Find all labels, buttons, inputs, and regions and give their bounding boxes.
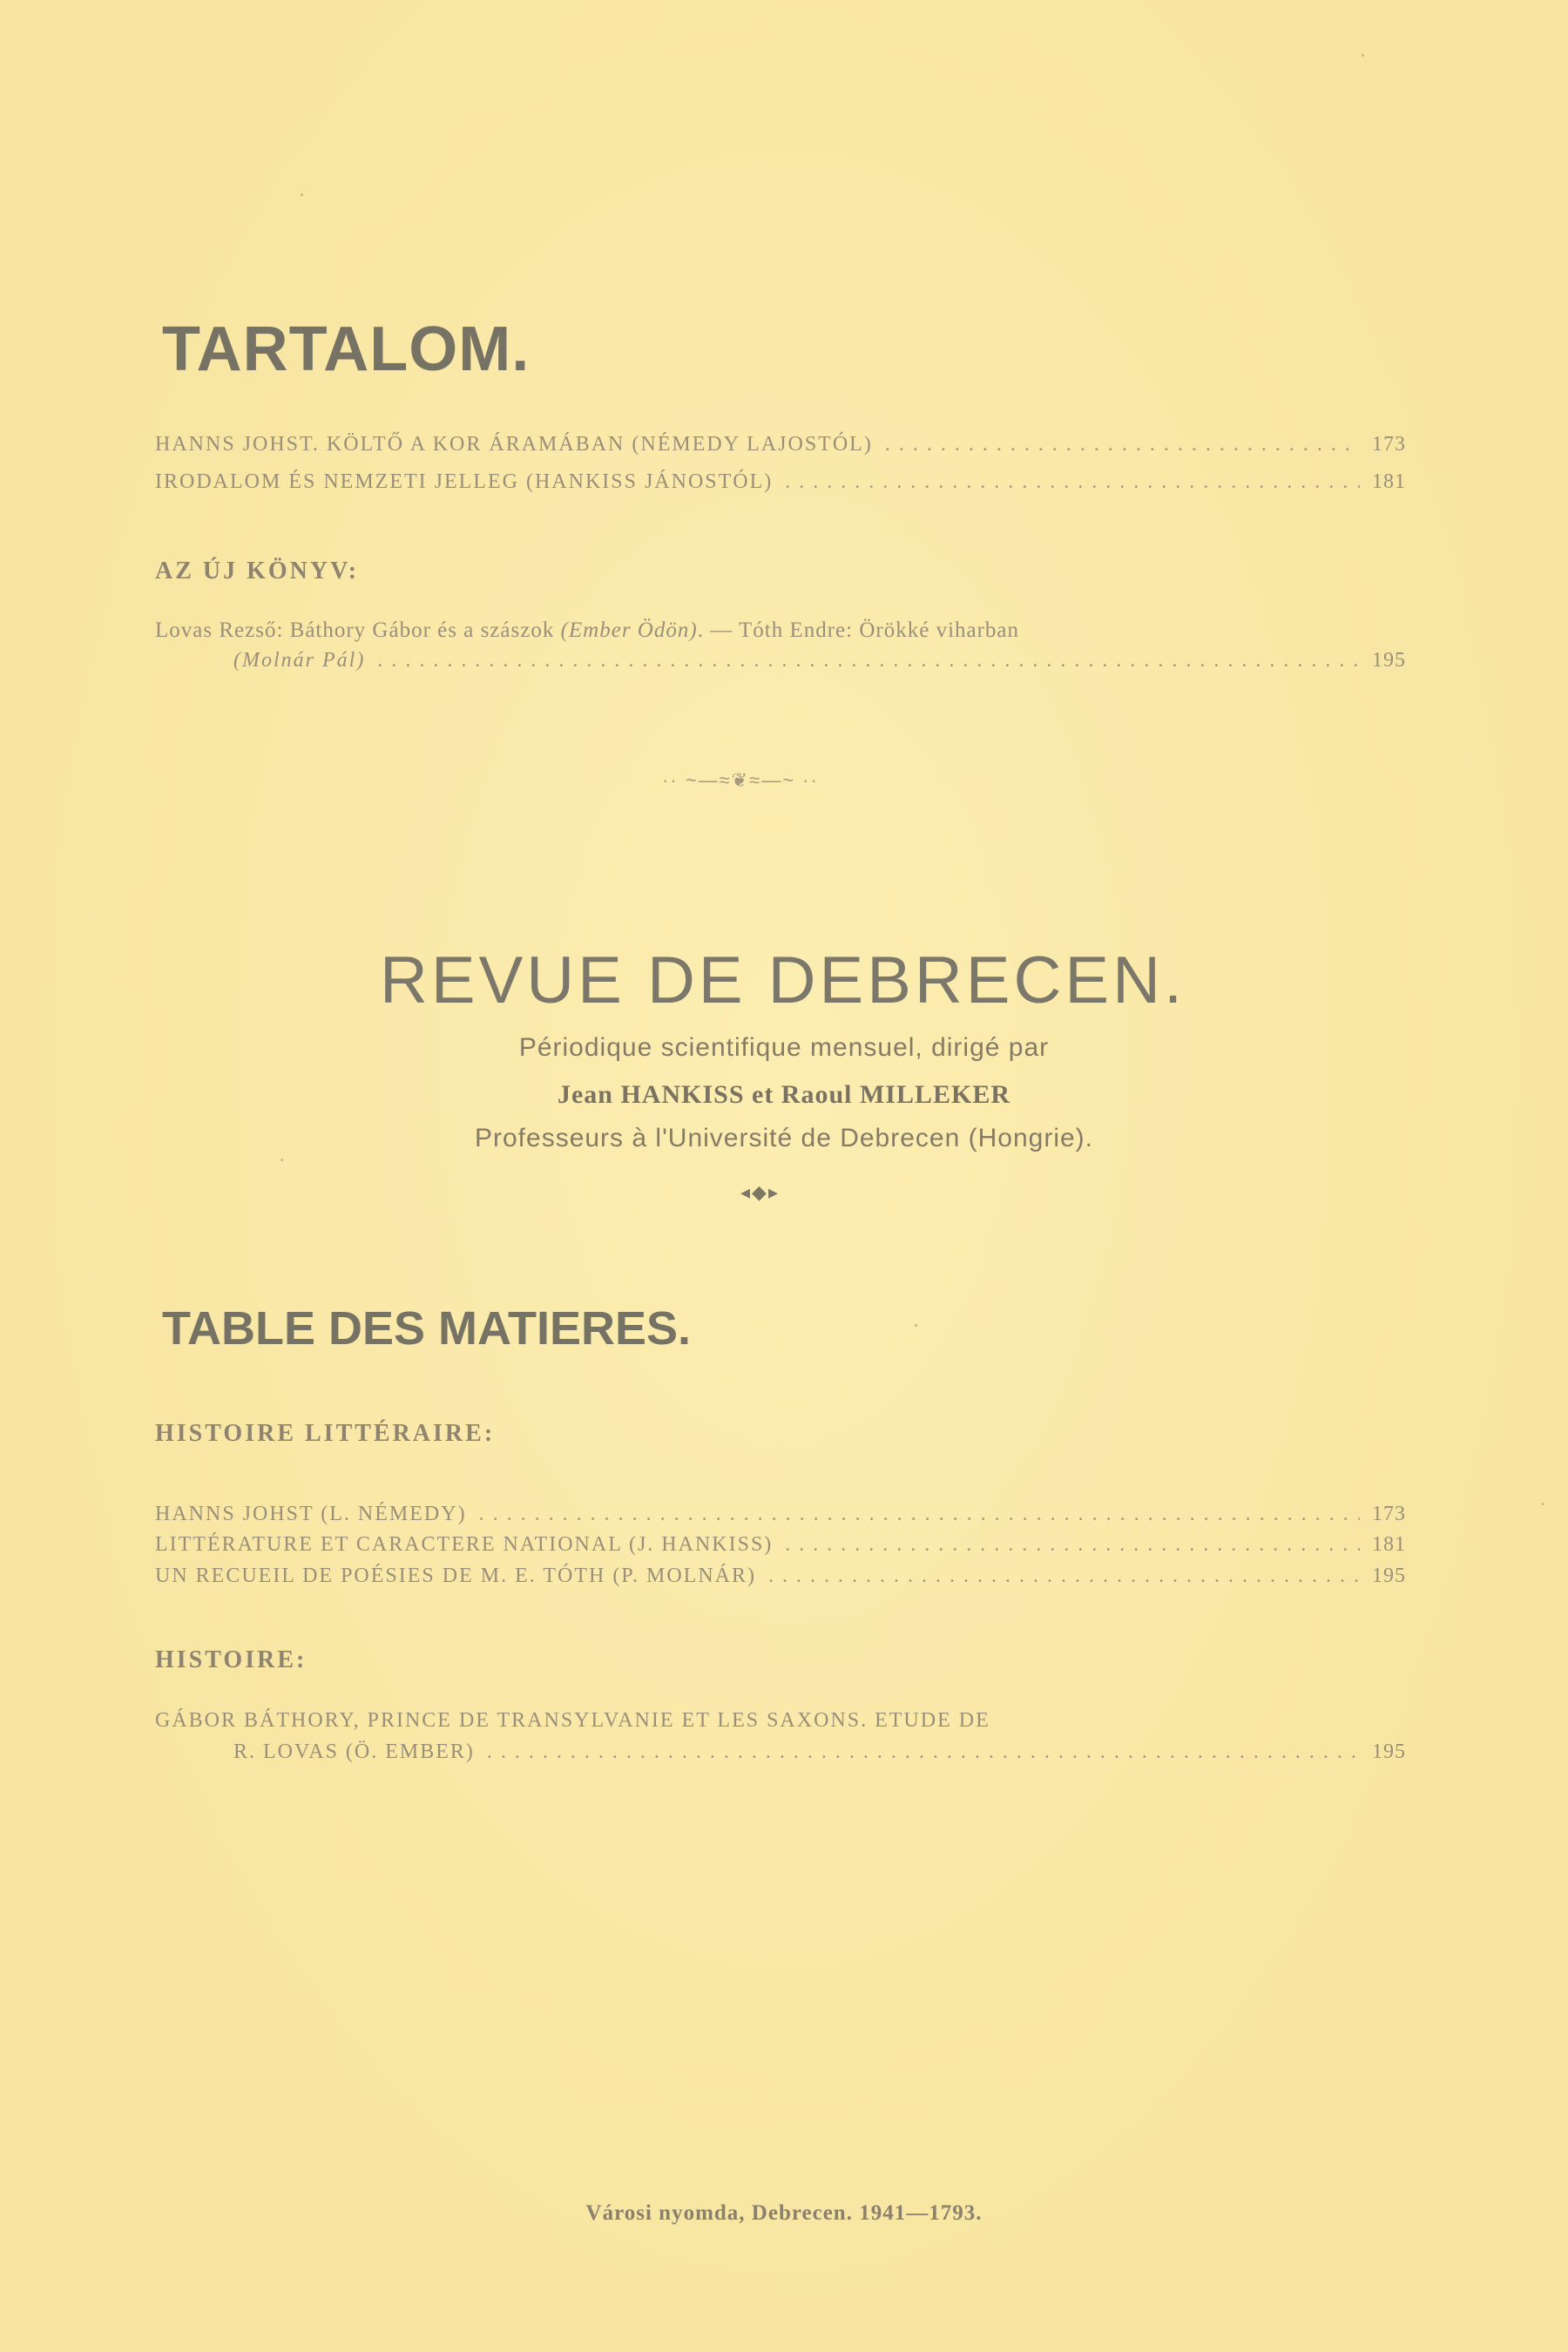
paper-speck (915, 1324, 917, 1327)
revue-title: REVUE DE DEBRECEN. (380, 943, 1186, 1017)
toc-entry-text: UN RECUEIL DE POÉSIES DE M. E. TÓTH (P. MOLNÁR) (155, 1565, 756, 1587)
paper-speck (1362, 54, 1364, 57)
revue-subtitle: Périodique scientifique mensuel, dirigé par (518, 1033, 1050, 1062)
toc-entry-text: R. LOVAS (Ö. EMBER) (233, 1740, 475, 1763)
toc-entry (155, 470, 1406, 494)
toc-entry (155, 1533, 1406, 1557)
revue-editors: Jean HANKISS et Raoul MILLEKER (557, 1080, 1011, 1109)
book-review-reviewer: (Molnár Pál) (233, 649, 366, 672)
toc-entry-text: GÁBOR BÁTHORY, PRINCE DE TRANSYLVANIE ET LES SAXONS. ETUDE DE (155, 1709, 990, 1732)
toc-entry-page: 181 (1372, 1533, 1406, 1556)
book-review-reviewer: (Ember Ödön) (560, 618, 698, 642)
revue-professors: Professeurs à l'Université de Debrecen (Hongrie). (474, 1124, 1093, 1152)
toc-entry-page: 173 (1372, 1503, 1406, 1525)
dot-leader (487, 1740, 1360, 1764)
ornament-small: ◂◆▸ (740, 1181, 781, 1203)
toc-entry (233, 1740, 1406, 1764)
section-heading-histoire-litteraire: HISTOIRE LITTÉRAIRE: (155, 1420, 496, 1447)
book-review-part: Lovas Rezső: Báthory Gábor és a szászok (155, 618, 561, 642)
toc-entry-page: 195 (1372, 1740, 1406, 1763)
toc-entry-text: HANNS JOHST (L. NÉMEDY) (155, 1503, 467, 1525)
table-title: TABLE DES MATIERES. (162, 1302, 692, 1355)
toc-entry (155, 1503, 1406, 1526)
toc-entry-page: 195 (1372, 1565, 1406, 1587)
toc-entry (155, 1565, 1406, 1588)
ornament-divider: ·· ~—≈❦≈—~ ·· (662, 769, 819, 791)
toc-entry-page: 181 (1372, 470, 1406, 493)
book-review-part: . — Tóth Endre: Örökké viharban (697, 618, 1020, 642)
toc-entry-text: LITTÉRATURE ET CARACTERE NATIONAL (J. HANKISS) (155, 1533, 774, 1556)
toc-entry-text: IRODALOM ÉS NEMZETI JELLEG (HANKISS JÁNOSTÓL) (155, 470, 774, 493)
dot-leader (768, 1565, 1360, 1588)
imprint-footer: Városi nyomda, Debrecen. 1941—1793. (585, 2201, 983, 2225)
toc-entry-page: 195 (1372, 649, 1406, 672)
dot-leader (885, 433, 1360, 456)
toc-entry-page: 173 (1372, 433, 1406, 456)
book-review-line-2 (233, 649, 1406, 672)
dot-leader (479, 1503, 1360, 1526)
section-heading-uj-konyv: AZ ÚJ KÖNYV: (155, 558, 360, 585)
paper-speck (1542, 1503, 1544, 1505)
toc-entry-text: HANNS JOHST. KÖLTŐ A KOR ÁRAMÁBAN (NÉMEDY LAJOSTÓL) (155, 433, 873, 456)
dot-leader (785, 470, 1360, 494)
dot-leader (785, 1533, 1360, 1557)
paper-speck (280, 1159, 283, 1161)
dot-leader (377, 649, 1360, 672)
tartalom-title: TARTALOM. (162, 314, 531, 384)
book-review-line (155, 618, 1019, 643)
paper-speck (301, 193, 303, 196)
section-heading-histoire: HISTOIRE: (155, 1646, 308, 1673)
toc-entry (155, 433, 1406, 456)
